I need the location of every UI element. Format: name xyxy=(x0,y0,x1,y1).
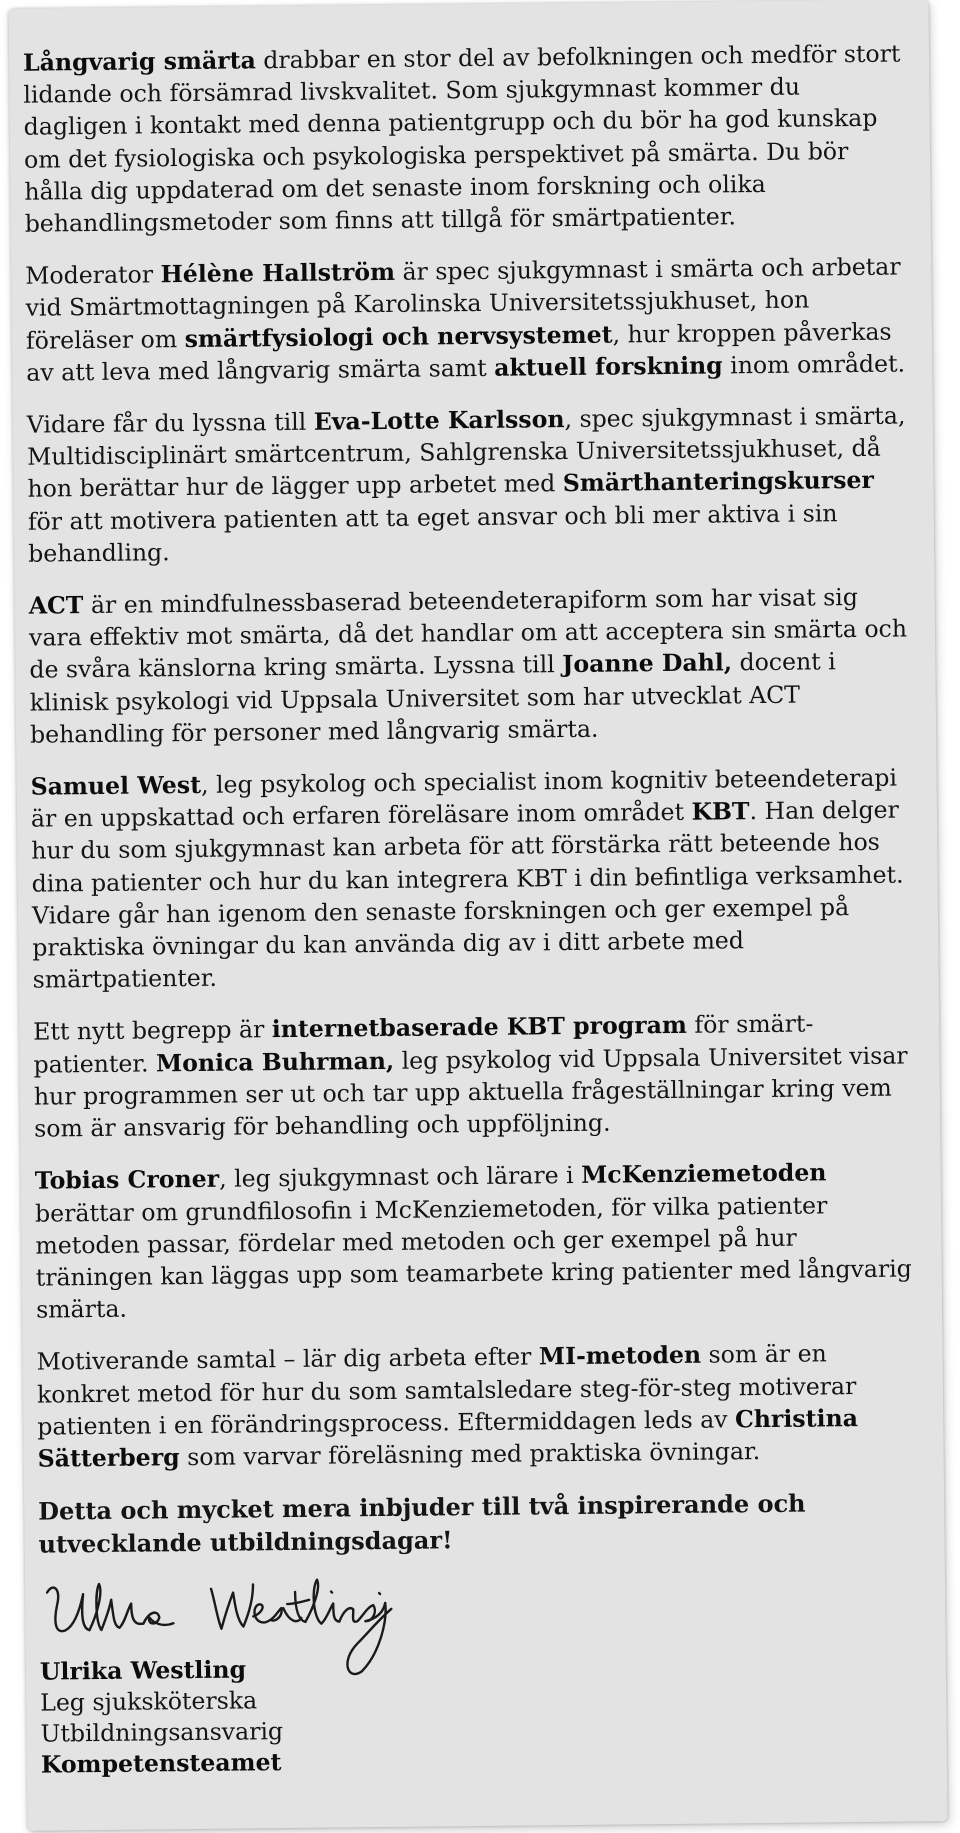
signer-title: Leg sjuksköterska xyxy=(40,1686,258,1717)
bold-phrase: KBT xyxy=(691,797,750,827)
text-run: Vidare får du lyssna till xyxy=(26,407,314,439)
bold-phrase: ACT xyxy=(28,591,84,620)
bold-phrase: Joanne Dahl, xyxy=(562,648,733,679)
text-run: , spec sjukgymnast i smärta, Multidisciplinärt smärtcentrum, Sahlgrenska Universitetssjukhuset, då hon berättar hur de lägger upp arbetet med xyxy=(27,401,906,504)
text-run: , leg psykolog och specialist inom kognitiv beteendeterapi är en uppskattad och erfaren föreläsare inom området xyxy=(30,763,898,833)
bold-phrase: Christina Sätterberg xyxy=(37,1403,859,1473)
body-paragraphs xyxy=(23,38,918,1475)
signer-organization: Kompetensteamet xyxy=(40,1748,282,1779)
text-run: för smärtpatienter. xyxy=(33,1009,814,1079)
paragraph-eva-lotte xyxy=(27,400,909,570)
bold-phrase: Monica Buhrman, xyxy=(155,1046,395,1078)
bold-phrase: MI-metoden xyxy=(538,1341,702,1371)
text-run: Motiverande samtal – lär dig arbeta efter xyxy=(36,1342,540,1376)
paragraph-samuel xyxy=(30,762,912,997)
text-run: leg psykolog vid Uppsala Universitet visar hur programmen ser ut och tar upp aktuella frågeställningar kring vem som är ansvarig för behandling och uppföljning. xyxy=(33,1041,908,1143)
text-run: docent i klinisk psykologi vid Uppsala Universitet som har utvecklat ACT behandling för personer med långvarig smärta. xyxy=(29,647,836,749)
bold-phrase: McKenziemetoden xyxy=(581,1158,827,1190)
text-run: för att motivera patienten att ta eget ansvar och bli mer aktiva i sin behandling. xyxy=(27,498,838,568)
bold-phrase: Långvarig smärta xyxy=(22,46,256,77)
letter-content xyxy=(23,38,921,1781)
signature-block xyxy=(40,1648,921,1781)
text-run: som är en konkret metod för hur du som samtalsledare steg-för-steg motiverar patienten i en förändringsprocess. Eftermiddagen leds av xyxy=(36,1339,857,1441)
paragraph-christina xyxy=(36,1337,917,1475)
text-run: drabbar en stor del av befolkningen och medför stort lidande och försämrad livskvalitet. Som sjukgymnast kommer du dagligen i kontakt med denna patientgrupp och du bör ha god kunskap om det fysiologiska och psykologiska perspektivet på smärta. Du bör hålla dig uppdaterad om det senaste inom forskning och olika behandlingsmetoder som finns att tillgå för smärtpatienter. xyxy=(23,39,901,238)
text-run: , hur kroppen påverkas av att leva med långvarig smärta samt xyxy=(26,317,892,387)
bold-phrase: Tobias Croner xyxy=(34,1165,220,1195)
text-run: Moderator xyxy=(25,260,161,290)
text-run: är en mindfulnessbaserad beteendeterapiform som har visat sig vara effektiv mot smärta, då det handlar om att acceptera sin smärta och de svåra känslorna kring smärta. Lyssna till xyxy=(28,583,908,685)
text-run: Ett nytt begrepp är xyxy=(33,1015,272,1047)
text-run: . Han delger hur du som sjukgymnast kan arbeta för att förstärka rätt beteende hos dina patienter och hur du kan integrera KBT i din befintliga verksamhet. Vidare går han igenom den senaste forskningen och ger exempel på praktiska övningar du kan använda dig av i ditt arbete med smärtpatienter. xyxy=(31,795,904,994)
bold-phrase: Eva-Lotte Karlsson xyxy=(313,405,565,436)
paragraph-act xyxy=(29,581,911,751)
bold-phrase: internetbaserade KBT program xyxy=(271,1011,688,1044)
paragraph-tobias xyxy=(35,1156,917,1326)
text-run: är spec sjukgymnast i smärta och arbetar vid Smärtmottagningen på Karolinska Universitetssjukhuset, hon föreläser om xyxy=(25,252,901,355)
text-run: inom området. xyxy=(722,349,906,380)
bold-phrase: Hélène Hallström xyxy=(160,258,396,289)
paragraph-intro xyxy=(23,38,905,240)
text-run: , leg sjukgymnast och lärare i xyxy=(218,1161,582,1194)
bold-phrase: Smärthanteringskurser xyxy=(562,466,875,498)
paragraph-monica xyxy=(33,1007,914,1145)
paragraph-moderator xyxy=(25,251,906,389)
text-run: som varvar föreläsning med praktiska övningar. xyxy=(179,1436,761,1472)
text-run: berättar om grundfilosofin i McKenziemetoden, för vilka patienter metoden passar, fördelar med metoden och ger exempel på hur träningen kan läggas upp som teamarbete kring patienter med långvarig smärta. xyxy=(34,1190,912,1324)
bold-phrase: smärtfysiologi och nervsystemet xyxy=(184,320,613,353)
signer-name: Ulrika Westling xyxy=(39,1655,247,1686)
letter-sheet xyxy=(8,0,947,1831)
bold-phrase: aktuell forskning xyxy=(494,351,723,382)
closing-statement: Detta och mycket mera inbjuder till två inspirerande och utvecklande utbildningsdagar! xyxy=(38,1488,806,1559)
bold-phrase: Samuel West xyxy=(30,770,202,801)
signer-role: Utbildningsansvarig xyxy=(40,1717,284,1748)
